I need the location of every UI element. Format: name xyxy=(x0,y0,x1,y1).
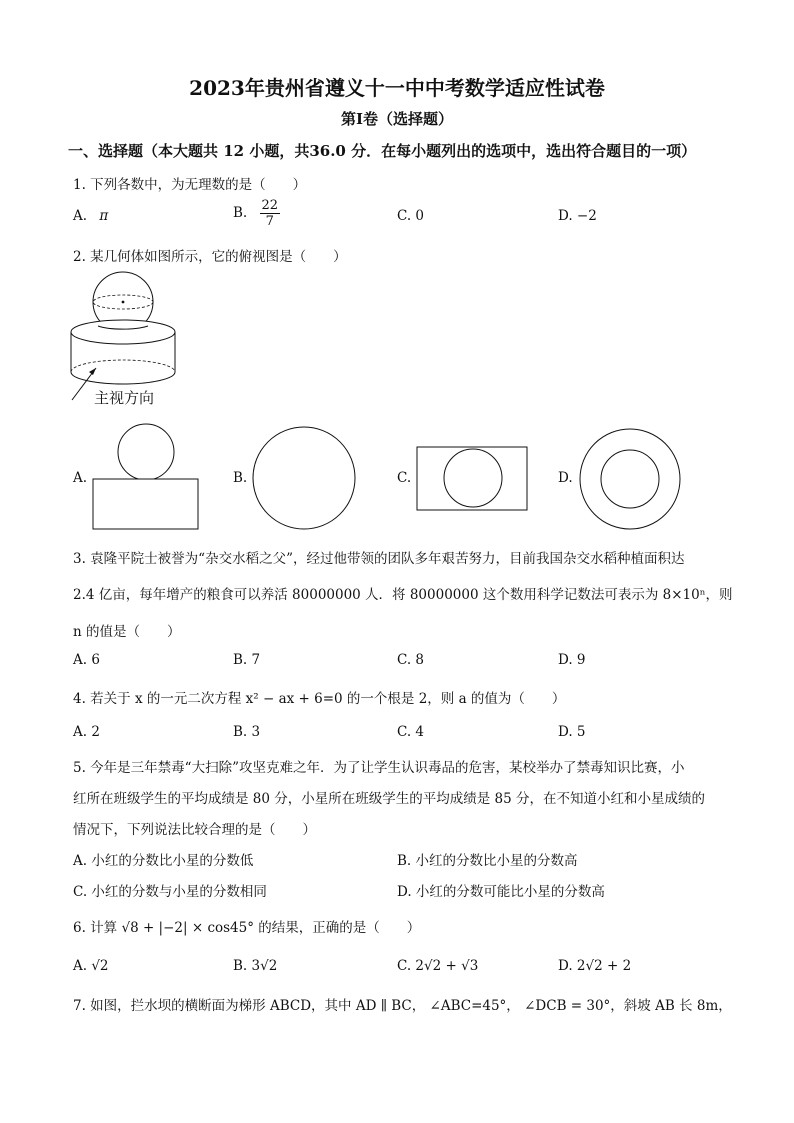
question-2-stem: 2. 某几何体如图所示，它的俯视图是（ ） xyxy=(73,249,347,265)
q2-option-c-label: C. xyxy=(397,470,412,486)
q5-option-a: A. 小红的分数比小星的分数低 xyxy=(73,853,254,869)
q2-option-b-figure xyxy=(252,426,358,532)
q5-option-c: C. 小红的分数与小星的分数相同 xyxy=(73,884,267,900)
q6-option-c: C. 2√2 + √3 xyxy=(397,958,479,974)
q6-option-d: D. 2√2 + 2 xyxy=(558,958,632,974)
q2-option-d-figure xyxy=(579,428,683,532)
q6-option-b: B. 3√2 xyxy=(233,958,278,974)
q2-option-a-label: A. xyxy=(73,470,88,486)
question-1-stem: 1. 下列各数中，为无理数的是（ ） xyxy=(73,177,307,193)
q2-option-c-figure xyxy=(416,446,530,512)
section-heading: 一、选择题（本大题共 12 小题，共36.0 分．在每小题列出的选项中，选出符合题目的一项） xyxy=(68,142,697,160)
question-5-line-3: 情况下，下列说法比较合理的是（ ） xyxy=(73,822,316,838)
q3-option-c: C. 8 xyxy=(397,652,425,668)
question-7-line-1: 7. 如图，拦水坝的横断面为梯形 ABCD，其中 AD ∥ BC， ∠ABC=45°， ∠DCB = 30°，斜坡 AB 长 8m， xyxy=(73,998,732,1014)
q4-option-a: A. 2 xyxy=(73,724,100,740)
q1-option-b-denominator: 7 xyxy=(265,214,274,229)
question-6-stem: 6. 计算 √8 + |−2| × cos45° 的结果，正确的是（ ） xyxy=(73,920,421,936)
question-5-line-2: 红所在班级学生的平均成绩是 80 分，小星所在班级学生的平均成绩是 85 分，在不知道小红和小星成绩的 xyxy=(73,791,706,807)
q2-option-d-label: D. xyxy=(558,470,573,486)
q2-option-b-label: B. xyxy=(233,470,248,486)
question-4-stem: 4. 若关于 x 的一元二次方程 x² − ax + 6=0 的一个根是 2，则 a 的值为（ ） xyxy=(73,691,566,707)
q3-option-b: B. 7 xyxy=(233,652,261,668)
question-3-line-3: n 的值是（ ） xyxy=(73,624,181,640)
q1-option-c: C. 0 xyxy=(397,208,425,224)
q6-option-a: A. √2 xyxy=(73,958,109,974)
exam-subtitle: 第Ⅰ卷（选择题） xyxy=(340,110,454,128)
q5-option-b: B. 小红的分数比小星的分数高 xyxy=(397,853,578,869)
question-3-line-2: 2.4 亿亩，每年增产的粮食可以养活 80000000 人．将 80000000 这个数用科学记数法可表示为 8×10ⁿ，则 xyxy=(73,587,733,603)
q1-option-b xyxy=(233,198,280,229)
exam-title: 2023年贵州省遵义十一中中考数学适应性试卷 xyxy=(189,76,605,100)
q1-option-b-fraction xyxy=(260,198,281,229)
q1-option-a-label: A. xyxy=(73,208,88,224)
question-3-line-1: 3. 袁隆平院士被誉为“杂交水稻之父”，经过他带领的团队多年艰苦努力，目前我国杂交水稻种植面积达 xyxy=(73,551,685,567)
cylinder-top xyxy=(71,320,175,344)
q5-option-d: D. 小红的分数可能比小星的分数高 xyxy=(397,884,605,900)
q3-option-a: A. 6 xyxy=(73,652,100,668)
q1-option-d: D. −2 xyxy=(558,208,597,224)
q2-option-a-figure xyxy=(92,422,202,532)
q3-option-d: D. 9 xyxy=(558,652,586,668)
q4-option-b: B. 3 xyxy=(233,724,261,740)
q1-option-a-value: π xyxy=(99,208,109,224)
q1-option-a xyxy=(73,208,108,224)
q4-option-d: D. 5 xyxy=(558,724,586,740)
q1-option-b-numerator: 22 xyxy=(261,198,279,213)
question-5-line-1: 5. 今年是三年禁毒“大扫除”攻坚克难之年．为了让学生认识毒品的危害，某校举办了禁毒知识比赛，小 xyxy=(73,760,685,776)
q1-option-b-label: B. xyxy=(233,205,248,221)
q4-option-c: C. 4 xyxy=(397,724,425,740)
q2-view-direction-label: 主视方向 xyxy=(94,389,155,407)
